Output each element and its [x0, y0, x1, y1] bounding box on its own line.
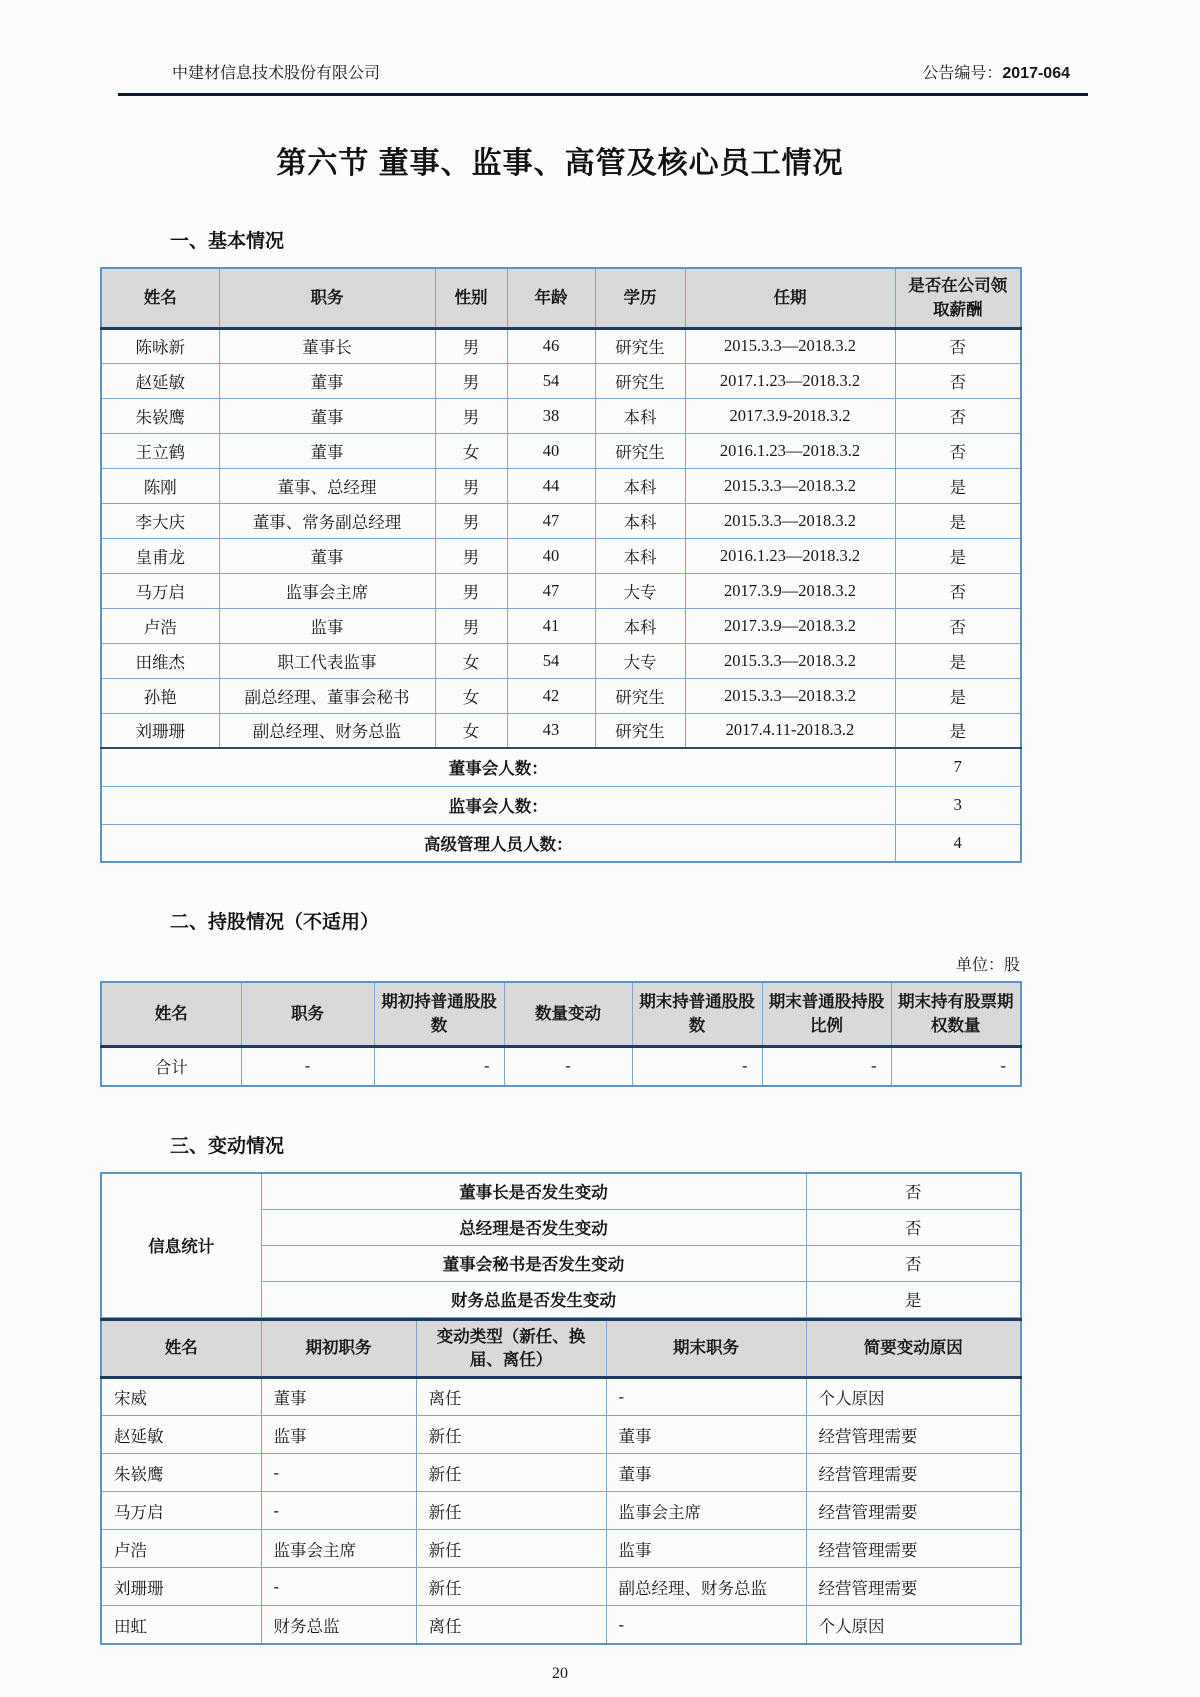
- stats-answer: 是: [806, 1281, 1021, 1317]
- stats-group-label: 信息统计: [101, 1173, 261, 1317]
- cell: 监事: [261, 1416, 416, 1454]
- cell: 马万启: [101, 1492, 261, 1530]
- header-row: [101, 268, 1021, 328]
- cell: 否: [895, 608, 1021, 643]
- cell: 54: [507, 363, 595, 398]
- cell: 本科: [595, 503, 685, 538]
- notice-number-value: 2017-064: [1002, 65, 1070, 82]
- cell: 董事: [606, 1454, 806, 1492]
- cell: 经营管理需要: [806, 1530, 1021, 1568]
- unit-note: 单位：股: [955, 957, 1020, 974]
- cell: 个人原因: [806, 1606, 1021, 1644]
- cell: -: [261, 1492, 416, 1530]
- cell: 47: [507, 503, 595, 538]
- table-row: [101, 1454, 1021, 1492]
- cell: 研究生: [595, 328, 685, 363]
- cell: 朱嵚鹰: [101, 398, 219, 433]
- column-header: 变动类型（新任、换届、离任）: [416, 1319, 606, 1378]
- change-detail-table: [100, 1318, 1022, 1645]
- basic-table-body: [101, 328, 1021, 862]
- change-stats-body: [101, 1173, 1021, 1317]
- cell: 是: [895, 643, 1021, 678]
- cell: 田虹: [101, 1606, 261, 1644]
- stats-answer: 否: [806, 1173, 1021, 1209]
- cell: 朱嵚鹰: [101, 1454, 261, 1492]
- header-rule: [118, 93, 1088, 96]
- stats-answer: 否: [806, 1209, 1021, 1245]
- cell: 研究生: [595, 433, 685, 468]
- section-heading-holdings: 二、持股情况（不适用）: [170, 912, 380, 933]
- cell: 2016.1.23—2018.3.2: [685, 433, 895, 468]
- cell: 43: [507, 713, 595, 748]
- table-row: [101, 468, 1021, 503]
- change-detail-body: [101, 1378, 1021, 1644]
- cell: 2015.3.3—2018.3.2: [685, 678, 895, 713]
- cell: 新任: [416, 1568, 606, 1606]
- cell: 新任: [416, 1454, 606, 1492]
- column-header: 期末职务: [606, 1319, 806, 1378]
- holdings-table-body: [101, 1046, 1021, 1086]
- cell: 否: [895, 433, 1021, 468]
- cell: 经营管理需要: [806, 1416, 1021, 1454]
- cell: 41: [507, 608, 595, 643]
- document-header: [172, 60, 1070, 83]
- cell: 男: [435, 328, 507, 363]
- cell: 新任: [416, 1530, 606, 1568]
- column-header: 期初持普通股股数: [374, 982, 504, 1046]
- stats-row: [101, 1173, 1021, 1209]
- cell: 马万启: [101, 573, 219, 608]
- column-header: 职务: [241, 982, 374, 1046]
- cell: 董事: [219, 363, 435, 398]
- cell: 男: [435, 468, 507, 503]
- cell: 是: [895, 678, 1021, 713]
- cell: 研究生: [595, 713, 685, 748]
- cell: 皇甫龙: [101, 538, 219, 573]
- cell: 40: [507, 433, 595, 468]
- table-row: [101, 713, 1021, 748]
- summary-row: [101, 748, 1021, 786]
- cell: 赵延敏: [101, 1416, 261, 1454]
- holdings-table-wrap: [100, 981, 1020, 1087]
- column-header: 任期: [685, 268, 895, 328]
- table-row: [101, 643, 1021, 678]
- table-row: [101, 363, 1021, 398]
- cell: 否: [895, 398, 1021, 433]
- summary-label: 监事会人数：: [101, 786, 895, 824]
- table-row: [101, 1606, 1021, 1644]
- cell: 经营管理需要: [806, 1492, 1021, 1530]
- table-row: [101, 573, 1021, 608]
- cell: 研究生: [595, 678, 685, 713]
- cell: -: [261, 1568, 416, 1606]
- stats-question: 财务总监是否发生变动: [261, 1281, 806, 1317]
- cell: 本科: [595, 538, 685, 573]
- column-header: 数量变动: [504, 982, 632, 1046]
- cell: 卢浩: [101, 608, 219, 643]
- cell: 副总经理、财务总监: [219, 713, 435, 748]
- cell: 2017.3.9—2018.3.2: [685, 573, 895, 608]
- cell: 财务总监: [261, 1606, 416, 1644]
- table-row: [101, 608, 1021, 643]
- cell: 38: [507, 398, 595, 433]
- cell: 卢浩: [101, 1530, 261, 1568]
- cell: 是: [895, 713, 1021, 748]
- cell: 2015.3.3—2018.3.2: [685, 503, 895, 538]
- holdings-table: [100, 981, 1022, 1087]
- cell: 大专: [595, 643, 685, 678]
- column-header: 性别: [435, 268, 507, 328]
- cell: 合计: [101, 1046, 241, 1086]
- cell: 2017.1.23—2018.3.2: [685, 363, 895, 398]
- basic-table-head: [101, 268, 1021, 328]
- cell: 监事会主席: [261, 1530, 416, 1568]
- column-header: 职务: [219, 268, 435, 328]
- cell: -: [374, 1046, 504, 1086]
- cell: 女: [435, 713, 507, 748]
- cell: 董事: [219, 433, 435, 468]
- summary-value: 4: [895, 824, 1021, 862]
- cell: 54: [507, 643, 595, 678]
- basic-info-table: [100, 267, 1022, 863]
- summary-label: 高级管理人员人数：: [101, 824, 895, 862]
- cell: 否: [895, 363, 1021, 398]
- cell: -: [241, 1046, 374, 1086]
- cell: 男: [435, 608, 507, 643]
- stats-answer: 否: [806, 1245, 1021, 1281]
- holdings-table-head: [101, 982, 1021, 1046]
- cell: 男: [435, 398, 507, 433]
- column-header: 简要变动原因: [806, 1319, 1021, 1378]
- cell: 44: [507, 468, 595, 503]
- column-header: 期末普通股持股比例: [762, 982, 891, 1046]
- basic-info-table-wrap: [100, 267, 1020, 863]
- change-stats-table: [100, 1172, 1022, 1318]
- column-header: 期末持普通股股数: [632, 982, 762, 1046]
- stats-question: 董事长是否发生变动: [261, 1173, 806, 1209]
- cell: 40: [507, 538, 595, 573]
- cell: 是: [895, 468, 1021, 503]
- column-header: 学历: [595, 268, 685, 328]
- table-row: [101, 538, 1021, 573]
- cell: 董事长: [219, 328, 435, 363]
- cell: 个人原因: [806, 1378, 1021, 1416]
- cell: 董事: [261, 1378, 416, 1416]
- cell: 刘珊珊: [101, 1568, 261, 1606]
- table-row: [101, 398, 1021, 433]
- table-row: [101, 1378, 1021, 1416]
- cell: 2017.4.11-2018.3.2: [685, 713, 895, 748]
- cell: 女: [435, 678, 507, 713]
- cell: 董事: [219, 538, 435, 573]
- column-header: 期末持有股票期权数量: [891, 982, 1021, 1046]
- change-detail-head: [101, 1319, 1021, 1378]
- cell: 新任: [416, 1492, 606, 1530]
- cell: 监事会主席: [606, 1492, 806, 1530]
- table-row: [101, 1416, 1021, 1454]
- cell: 本科: [595, 468, 685, 503]
- cell: 2015.3.3—2018.3.2: [685, 643, 895, 678]
- cell: -: [891, 1046, 1021, 1086]
- cell: 本科: [595, 398, 685, 433]
- cell: -: [261, 1454, 416, 1492]
- table-row: [101, 433, 1021, 468]
- header-row: [101, 982, 1021, 1046]
- notice-label: 公告编号：: [922, 65, 1003, 82]
- cell: 赵延敏: [101, 363, 219, 398]
- cell: 经营管理需要: [806, 1568, 1021, 1606]
- column-header: 姓名: [101, 268, 219, 328]
- cell: 经营管理需要: [806, 1454, 1021, 1492]
- cell: 王立鹤: [101, 433, 219, 468]
- column-header: 姓名: [101, 1319, 261, 1378]
- cell: 董事: [606, 1416, 806, 1454]
- cell: 男: [435, 538, 507, 573]
- table-row: [101, 1492, 1021, 1530]
- table-row: [101, 503, 1021, 538]
- header-row: [101, 1319, 1021, 1378]
- cell: 监事: [606, 1530, 806, 1568]
- cell: 是: [895, 503, 1021, 538]
- cell: 否: [895, 328, 1021, 363]
- cell: 副总经理、财务总监: [606, 1568, 806, 1606]
- cell: 离任: [416, 1606, 606, 1644]
- summary-row: [101, 786, 1021, 824]
- stats-question: 总经理是否发生变动: [261, 1209, 806, 1245]
- cell: 2016.1.23—2018.3.2: [685, 538, 895, 573]
- cell: 离任: [416, 1378, 606, 1416]
- cell: 是: [895, 538, 1021, 573]
- cell: 大专: [595, 573, 685, 608]
- cell: 监事会主席: [219, 573, 435, 608]
- page-title: 第六节 董事、监事、高管及核心员工情况: [276, 147, 844, 180]
- cell: 董事、常务副总经理: [219, 503, 435, 538]
- cell: 研究生: [595, 363, 685, 398]
- company-name: 中建材信息技术股份有限公司: [172, 65, 381, 82]
- cell: 职工代表监事: [219, 643, 435, 678]
- column-header: 期初职务: [261, 1319, 416, 1378]
- cell: 男: [435, 573, 507, 608]
- column-header: 姓名: [101, 982, 241, 1046]
- summary-value: 7: [895, 748, 1021, 786]
- section-heading-changes: 三、变动情况: [170, 1136, 285, 1157]
- cell: 女: [435, 643, 507, 678]
- column-header: 是否在公司领取薪酬: [895, 268, 1021, 328]
- cell: 董事: [219, 398, 435, 433]
- cell: 2015.3.3—2018.3.2: [685, 468, 895, 503]
- cell: 女: [435, 433, 507, 468]
- section-heading-basic: 一、基本情况: [170, 231, 285, 252]
- cell: 孙艳: [101, 678, 219, 713]
- stats-question: 董事会秘书是否发生变动: [261, 1245, 806, 1281]
- cell: 男: [435, 503, 507, 538]
- cell: -: [762, 1046, 891, 1086]
- cell: -: [606, 1378, 806, 1416]
- cell: 陈咏新: [101, 328, 219, 363]
- cell: 监事: [219, 608, 435, 643]
- summary-value: 3: [895, 786, 1021, 824]
- cell: 田维杰: [101, 643, 219, 678]
- cell: 46: [507, 328, 595, 363]
- table-row: [101, 328, 1021, 363]
- cell: 董事、总经理: [219, 468, 435, 503]
- cell: -: [504, 1046, 632, 1086]
- cell: 47: [507, 573, 595, 608]
- table-row: [101, 678, 1021, 713]
- cell: 2015.3.3—2018.3.2: [685, 328, 895, 363]
- cell: 副总经理、董事会秘书: [219, 678, 435, 713]
- cell: 男: [435, 363, 507, 398]
- cell: 宋威: [101, 1378, 261, 1416]
- cell: 42: [507, 678, 595, 713]
- cell: 2017.3.9—2018.3.2: [685, 608, 895, 643]
- changes-table-wrap: [100, 1172, 1020, 1645]
- cell: 刘珊珊: [101, 713, 219, 748]
- cell: -: [632, 1046, 762, 1086]
- table-row: [101, 1046, 1021, 1086]
- cell: 本科: [595, 608, 685, 643]
- page-number: 20: [552, 1664, 568, 1682]
- summary-label: 董事会人数：: [101, 748, 895, 786]
- cell: 2017.3.9-2018.3.2: [685, 398, 895, 433]
- table-row: [101, 1530, 1021, 1568]
- cell: -: [606, 1606, 806, 1644]
- column-header: 年龄: [507, 268, 595, 328]
- notice-number: [922, 60, 1070, 83]
- cell: 陈刚: [101, 468, 219, 503]
- table-row: [101, 1568, 1021, 1606]
- summary-row: [101, 824, 1021, 862]
- cell: 否: [895, 573, 1021, 608]
- cell: 李大庆: [101, 503, 219, 538]
- cell: 新任: [416, 1416, 606, 1454]
